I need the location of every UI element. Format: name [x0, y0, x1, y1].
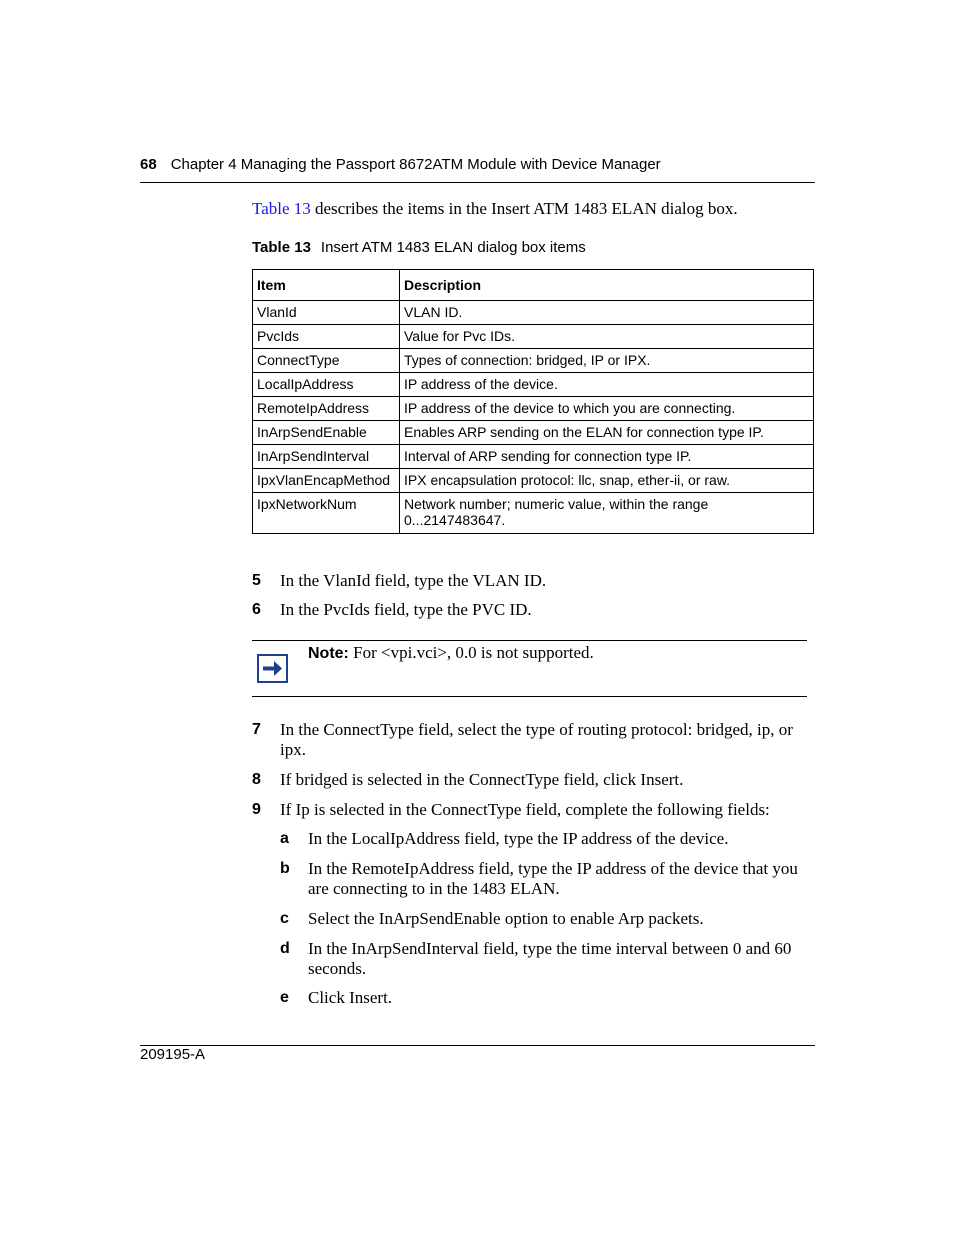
chapter-title: Chapter 4 Managing the Passport 8672ATM Module with Device Manager	[170, 156, 661, 173]
step-number: 9	[252, 801, 261, 818]
description-cell: IP address of the device.	[400, 373, 814, 397]
note	[308, 643, 594, 663]
column-header-description: Description	[400, 270, 814, 301]
step-text: In the ConnectType field, select the type of routing protocol: bridged, ip, or ipx.	[280, 720, 793, 759]
intro-paragraph	[252, 199, 738, 219]
item-cell: LocalIpAddress	[253, 373, 400, 397]
item-cell: InArpSendInterval	[253, 445, 400, 469]
item-cell: PvcIds	[253, 325, 400, 349]
substep-text: Select the InArpSendEnable option to enable Arp packets.	[308, 909, 704, 928]
page-number: 68	[140, 156, 157, 173]
item-cell: IpxNetworkNum	[253, 493, 400, 534]
item-cell: RemoteIpAddress	[253, 397, 400, 421]
table-link[interactable]: Table 13	[252, 199, 311, 218]
description-cell: Types of connection: bridged, IP or IPX.	[400, 349, 814, 373]
item-cell: IpxVlanEncapMethod	[253, 469, 400, 493]
table-caption	[252, 239, 586, 256]
substep-letter: d	[280, 940, 290, 957]
table-row	[253, 421, 814, 445]
description-cell: Value for Pvc IDs.	[400, 325, 814, 349]
table-caption-title: Insert ATM 1483 ELAN dialog box items	[320, 239, 586, 256]
step-number: 7	[252, 721, 261, 738]
step-text: If Ip is selected in the ConnectType field, complete the following fields:	[280, 800, 770, 819]
arrow-right-icon	[257, 654, 288, 683]
table-row	[253, 445, 814, 469]
description-cell: VLAN ID.	[400, 301, 814, 325]
step-number: 5	[252, 572, 261, 589]
step-text: In the VlanId field, type the VLAN ID.	[280, 571, 547, 590]
intro-text: describes the items in the Insert ATM 1483 ELAN dialog box.	[310, 199, 738, 218]
table-caption-label: Table 13	[252, 239, 311, 256]
table-row	[253, 397, 814, 421]
step-number: 6	[252, 601, 261, 618]
table-row	[253, 325, 814, 349]
substep-letter: b	[280, 860, 290, 877]
note-label: Note:	[308, 645, 349, 662]
header-rule	[140, 182, 815, 183]
note-top-rule	[252, 640, 807, 641]
table-row	[253, 301, 814, 325]
substep-letter: c	[280, 910, 289, 927]
substep-letter: e	[280, 989, 289, 1006]
substep-text: In the LocalIpAddress field, type the IP address of the device.	[308, 829, 729, 848]
description-cell: Interval of ARP sending for connection type IP.	[400, 445, 814, 469]
table-row	[253, 469, 814, 493]
description-cell: Network number; numeric value, within the range 0...2147483647.	[400, 493, 814, 534]
footer-rule	[140, 1045, 815, 1046]
column-header-item: Item	[253, 270, 400, 301]
step-text: If bridged is selected in the ConnectType field, click Insert.	[280, 770, 684, 789]
table-header-row	[253, 270, 814, 301]
running-header	[140, 156, 815, 173]
table-row	[253, 349, 814, 373]
description-cell: IPX encapsulation protocol: llc, snap, ether-ii, or raw.	[400, 469, 814, 493]
items-table	[252, 269, 814, 534]
item-cell: ConnectType	[253, 349, 400, 373]
description-cell: IP address of the device to which you are connecting.	[400, 397, 814, 421]
step-number: 8	[252, 771, 261, 788]
note-text: For <vpi.vci>, 0.0 is not supported.	[348, 643, 594, 662]
substep-text: In the RemoteIpAddress field, type the IP address of the device that you are connecting to in the 1483 ELAN.	[308, 859, 798, 898]
table-row	[253, 373, 814, 397]
document-number: 209195-A	[140, 1046, 206, 1063]
step-text: In the PvcIds field, type the PVC ID.	[280, 600, 532, 619]
item-cell: InArpSendEnable	[253, 421, 400, 445]
description-cell: Enables ARP sending on the ELAN for connection type IP.	[400, 421, 814, 445]
substep-text: Click Insert.	[308, 988, 393, 1007]
note-bottom-rule	[252, 696, 807, 697]
substep-text: In the InArpSendInterval field, type the time interval between 0 and 60 seconds.	[308, 939, 792, 978]
table-row	[253, 493, 814, 534]
item-cell: VlanId	[253, 301, 400, 325]
substep-letter: a	[280, 830, 289, 847]
